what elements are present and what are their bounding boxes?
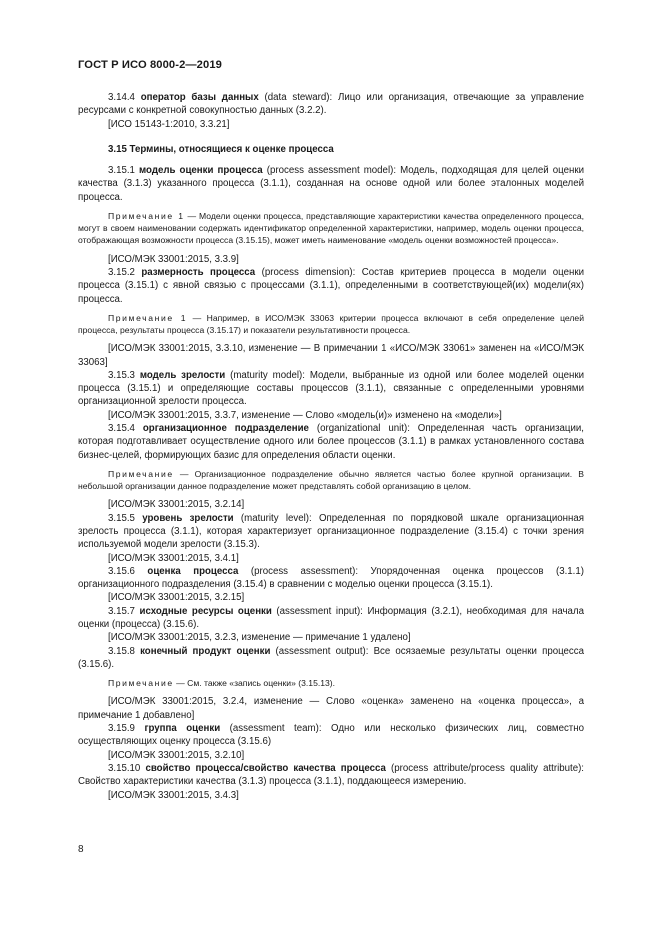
term-number: 3.15.7 xyxy=(108,605,135,617)
term-number: 3.15.6 xyxy=(108,565,135,577)
term-definition: (maturity level): Определенная по порядковой шкале организационная зрелость процесса (3.1.1), которая характеризует организационное подразделение (3.15.4) с точки зрения используемой модели зрелости (3.15.3). xyxy=(78,512,584,551)
note-label: Примечание 1 xyxy=(108,211,185,222)
term-source: [ИСО 15143-1:2010, 3.3.21] xyxy=(108,118,230,130)
term-entry xyxy=(78,369,584,409)
term-number: 3.14.4 xyxy=(108,92,135,103)
term-source: [ИСО/МЭК 33001:2015, 3.2.15] xyxy=(108,592,245,604)
term-number: 3.15.3 xyxy=(108,369,135,381)
term-name: модель оценки процесса xyxy=(139,165,263,177)
term-source: [ИСО/МЭК 33001:2015, 3.4.1] xyxy=(108,552,239,564)
term-number: 3.15.1 xyxy=(108,165,135,177)
term-source: [ИСО/МЭК 33001:2015, 3.2.3, изменение — примечание 1 удалено] xyxy=(108,632,411,644)
term-entry xyxy=(78,266,584,306)
term-definition: (process assessment): Упорядоченная оценка процессов (3.1.1) организационного подразделения (3.15.4) в сравнении с моделью оценки процесса (3.15.1). xyxy=(78,565,584,591)
term-definition: (organizational unit): Определенная часть организации, которая подготавливает осуществление одного или более процессов (3.1.1) в рамках установленного состава бизнес-целей, формирующих базис для определения области оценки. xyxy=(78,423,584,461)
term-name: оценка процесса xyxy=(147,565,239,577)
note-text: — Модели оценки процесса, представляющие характеристики качества определенного процесса, могут в своем наименовании содержать идентификатор определенной характеристики, например, модель оценки процесса, отображающая возможности процесса (3.15.15), может иметь наименование «модель оценки возможностей процесса». xyxy=(78,211,585,246)
term-entry xyxy=(78,722,584,749)
note-label: Примечание xyxy=(108,468,174,479)
term-name: размерность процесса xyxy=(141,266,256,278)
note-text: — См. также «запись оценки» (3.15.13). xyxy=(173,678,336,689)
term-definition: (maturity model): Модели, выбранные из одной или более моделей оценки процесса (3.15.1) и определяющие составы процессов (3.1.1), связанные с определенными уровнями организационной зрелости процесса. xyxy=(78,369,584,408)
note-label: Примечание xyxy=(108,678,174,689)
term-number: 3.15.10 xyxy=(108,762,141,774)
term-number: 3.15.5 xyxy=(108,512,135,524)
term-number: 3.15.4 xyxy=(108,423,135,435)
term-entry xyxy=(78,422,584,462)
section-title: 3.15 Термины, относящиеся к оценке процесса xyxy=(108,143,334,155)
document-body xyxy=(78,91,584,802)
term-name: оператор базы данных xyxy=(140,92,259,103)
term-name: модель зрелости xyxy=(139,369,226,381)
term-definition: (assessment input): Информация (3.2.1), необходимая для начала оценки (процесса) (3.15.6). xyxy=(78,605,584,631)
note-text: — Например, в ИСО/МЭК 33063 критерии процесса включают в себя определение целей процесса, результаты процесса (3.15.17) и показатели результативности процесса. xyxy=(78,312,584,336)
term-definition: (process dimension): Состав критериев процесса в модели оценки процесса (3.15.1) с явной связью с процессами (3.1.1), определенными в соответствующей(их) модели(ях) процесса. xyxy=(78,266,584,305)
term-note xyxy=(78,677,584,689)
term-name: уровень зрелости xyxy=(142,512,234,524)
term-note xyxy=(78,468,584,492)
term-definition: (process attribute/process quality attribute): Свойство характеристики качества (3.1.3) процесса (3.1.1), поддающееся измерению. xyxy=(78,762,584,788)
note-label: Примечание 1 xyxy=(108,312,188,323)
term-entry xyxy=(78,645,584,672)
term-name: группа оценки xyxy=(144,723,221,735)
term-entry xyxy=(78,164,584,204)
term-entry xyxy=(78,565,584,592)
term-definition: (process assessment model): Модель, подходящая для целей оценки качества (3.1.3) указанного процесса (3.1.1), созданная на основе одной или более эталонных моделей процесса. xyxy=(78,165,584,203)
term-entry xyxy=(78,91,584,118)
term-source: [ИСО/МЭК 33001:2015, 3.4.3] xyxy=(108,789,239,801)
term-entry xyxy=(78,605,584,632)
term-source: [ИСО/МЭК 33001:2015, 3.3.9] xyxy=(108,253,239,265)
note-text: — Организационное подразделение обычно является частью более крупной организации. В небольшой организации данное подразделение может представлять собой организацию в целом. xyxy=(78,468,584,492)
term-name: конечный продукт оценки xyxy=(140,645,271,657)
term-entry xyxy=(78,512,584,552)
term-number: 3.15.8 xyxy=(108,645,135,657)
term-source: [ИСО/МЭК 33001:2015, 3.2.10] xyxy=(108,749,245,761)
term-number: 3.15.2 xyxy=(108,266,135,278)
term-name: исходные ресурсы оценки xyxy=(139,605,272,617)
document-header: ГОСТ Р ИСО 8000-2—2019 xyxy=(78,59,222,71)
term-source: [ИСО/МЭК 33001:2015, 3.3.10, изменение — В примечании 1 «ИСО/МЭК 33061» заменен на «ИСО/МЭК 33063] xyxy=(78,343,584,368)
term-entry xyxy=(78,762,584,789)
term-note xyxy=(78,312,584,336)
term-definition: (assessment team): Одно или несколько физических лиц, совместно осуществляющих оценку процесса (3.15.6) xyxy=(78,723,584,748)
term-source: [ИСО/МЭК 33001:2015, 3.3.7, изменение — Слово «модель(и)» изменено на «модели»] xyxy=(108,409,502,421)
term-number: 3.15.9 xyxy=(108,723,135,735)
term-name: организационное подразделение xyxy=(142,423,309,435)
term-name: свойство процесса/свойство качества процесса xyxy=(145,762,386,774)
term-source: [ИСО/МЭК 33001:2015, 3.2.4, изменение — Слово «оценка» заменено на «оценка процесса», а примечание 1 добавлено] xyxy=(78,696,584,721)
page-number: 8 xyxy=(78,844,84,855)
term-definition: (data steward): Лицо или организация, отвечающие за управление ресурсами с конкретной совокупностью данных (3.2.2). xyxy=(78,92,584,117)
term-note xyxy=(78,210,584,247)
term-definition: (assessment output): Все осязаемые результаты оценки процесса (3.15.6). xyxy=(78,645,584,670)
term-source: [ИСО/МЭК 33001:2015, 3.2.14] xyxy=(108,499,245,511)
